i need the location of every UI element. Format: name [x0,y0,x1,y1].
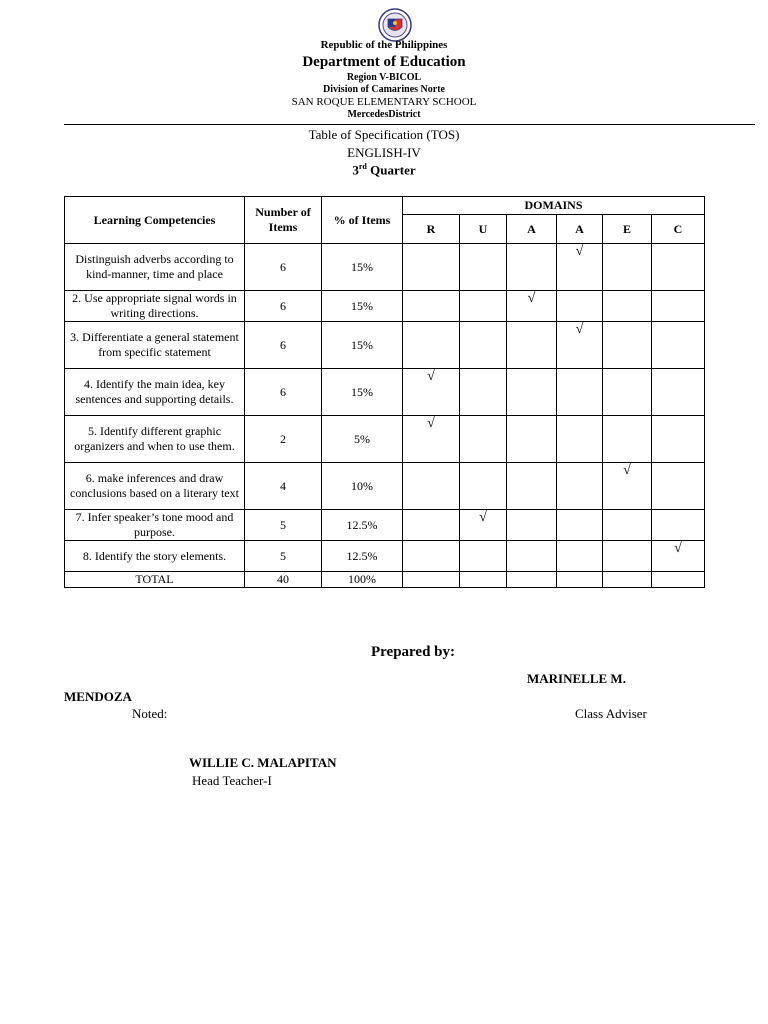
division-heading: Division of Camarines Norte [323,84,445,95]
col-header-domains: DOMAINS [403,197,705,215]
competency-cell: 2. Use appropriate signal words in writing directions. [65,291,245,322]
percent-cell: 15% [322,369,403,416]
domain-cell [557,291,603,322]
check-mark-icon: √ [527,291,536,306]
domain-cell [603,244,652,291]
table-row [65,322,705,369]
check-mark-icon: √ [427,416,435,431]
quarter-word: Quarter [370,162,416,178]
domain-cell [652,291,705,322]
domain-header-cell: A [507,215,557,244]
domain-cell [557,322,603,369]
domain-cell [507,463,557,510]
table-row [65,416,705,463]
items-cell: 4 [245,463,322,510]
items-cell: 5 [245,541,322,572]
domain-cell [507,322,557,369]
quarter-number: 3 [352,162,359,178]
republic-heading: Republic of the Philippines [320,39,448,51]
noter-title: Head Teacher-I [192,773,272,788]
table-row [65,369,705,416]
noter-name: WILLIE C. MALAPITAN [189,755,337,770]
domain-cell [460,244,507,291]
domain-cell [557,244,603,291]
prepared-by-label: Prepared by: [371,644,456,660]
items-cell: 6 [245,369,322,416]
domain-header-cell: C [652,215,705,244]
percent-cell: 15% [322,322,403,369]
domain-cell [557,369,603,416]
percent-cell: 15% [322,244,403,291]
preparer-name-first: MARINELLE M. [527,671,626,686]
competency-cell: 6. make inferences and draw conclusions based on a literary text [65,463,245,510]
domain-cell [460,291,507,322]
domain-cell [507,510,557,541]
domain-cell [507,244,557,291]
domain-cell [652,416,705,463]
subject-title: ENGLISH-IV [347,145,421,160]
domain-cell [603,369,652,416]
items-cell: 6 [245,322,322,369]
domain-cell [403,322,460,369]
document-title: Table of Specification (TOS) [308,127,460,142]
school-heading: SAN ROQUE ELEMENTARY SCHOOL [291,96,477,108]
domain-cell [652,369,705,416]
region-heading: Region V-BICOL [346,72,422,83]
percent-cell: 5% [322,416,403,463]
check-mark-icon: √ [427,369,435,384]
domain-cell [603,291,652,322]
competency-cell: 3. Differentiate a general statement from specific statement [65,322,245,369]
table-row [65,291,705,322]
preparer-title: Class Adviser [575,706,647,721]
items-cell: 6 [245,244,322,291]
items-cell: 6 [245,291,322,322]
competency-cell: 7. Infer speaker’s tone mood and purpose. [65,510,245,541]
percent-cell: 12.5% [322,510,403,541]
competency-cell: 5. Identify different graphic organizers and when to use them. [65,416,245,463]
col-header-percent: % of Items [322,197,403,244]
quarter-suffix: rd [358,162,367,171]
domain-header-cell: A [557,215,603,244]
domain-cell [403,244,460,291]
domain-cell [603,510,652,541]
domain-cell [403,416,460,463]
col-header-competencies: Learning Competencies [65,197,245,244]
domain-cell [652,322,705,369]
deped-seal-icon [378,8,412,42]
domain-cell [557,541,603,572]
check-mark-icon: √ [575,322,584,337]
noted-label: Noted: [132,706,168,721]
table-row [65,463,705,510]
domain-cell [460,541,507,572]
header-divider [64,124,755,125]
domain-cell [403,291,460,322]
domain-cell [557,510,603,541]
quarter-title [0,162,768,178]
domain-cell [403,369,460,416]
competency-cell: 4. Identify the main idea, key sentences and supporting details. [65,369,245,416]
items-cell: 5 [245,510,322,541]
domain-cell [507,416,557,463]
table-row [65,541,705,572]
competency-cell: 8. Identify the story elements. [65,541,245,572]
department-heading: Department of Education [302,54,466,70]
table-row [65,244,705,291]
percent-cell: 10% [322,463,403,510]
domain-header-cell: E [603,215,652,244]
total-domain-cell [507,572,557,588]
total-domain-cell [557,572,603,588]
domain-cell [603,541,652,572]
domain-cell [460,510,507,541]
total-domain-cell [603,572,652,588]
domain-cell [507,369,557,416]
total-domain-cell [460,572,507,588]
domain-cell [403,510,460,541]
domain-cell [507,541,557,572]
domain-cell [603,463,652,510]
domain-cell [460,416,507,463]
domain-cell [460,369,507,416]
preparer-name-last: MENDOZA [64,689,132,704]
items-cell: 2 [245,416,322,463]
domain-cell [460,322,507,369]
tos-table [64,196,705,588]
domain-cell [557,416,603,463]
domain-cell [652,510,705,541]
total-domain-cell [403,572,460,588]
competency-cell: Distinguish adverbs according to kind-manner, time and place [65,244,245,291]
domain-cell [652,463,705,510]
domain-cell [460,463,507,510]
domain-cell [403,463,460,510]
total-percent: 100% [322,572,403,588]
domain-header-cell: R [403,215,460,244]
domain-cell [603,416,652,463]
percent-cell: 15% [322,291,403,322]
domain-cell [652,541,705,572]
percent-cell: 12.5% [322,541,403,572]
check-mark-icon: √ [674,541,682,556]
check-mark-icon: √ [623,463,631,478]
total-label: TOTAL [65,572,245,588]
check-mark-icon: √ [479,510,487,525]
domain-cell [403,541,460,572]
total-items: 40 [245,572,322,588]
domain-cell [507,291,557,322]
domain-header-cell: U [460,215,507,244]
check-mark-icon: √ [575,244,584,259]
total-domain-cell [652,572,705,588]
col-header-number: Number of Items [245,197,322,244]
domain-cell [557,463,603,510]
domain-cell [652,244,705,291]
table-row [65,510,705,541]
domain-cell [603,322,652,369]
district-heading: MercedesDistrict [347,109,421,120]
